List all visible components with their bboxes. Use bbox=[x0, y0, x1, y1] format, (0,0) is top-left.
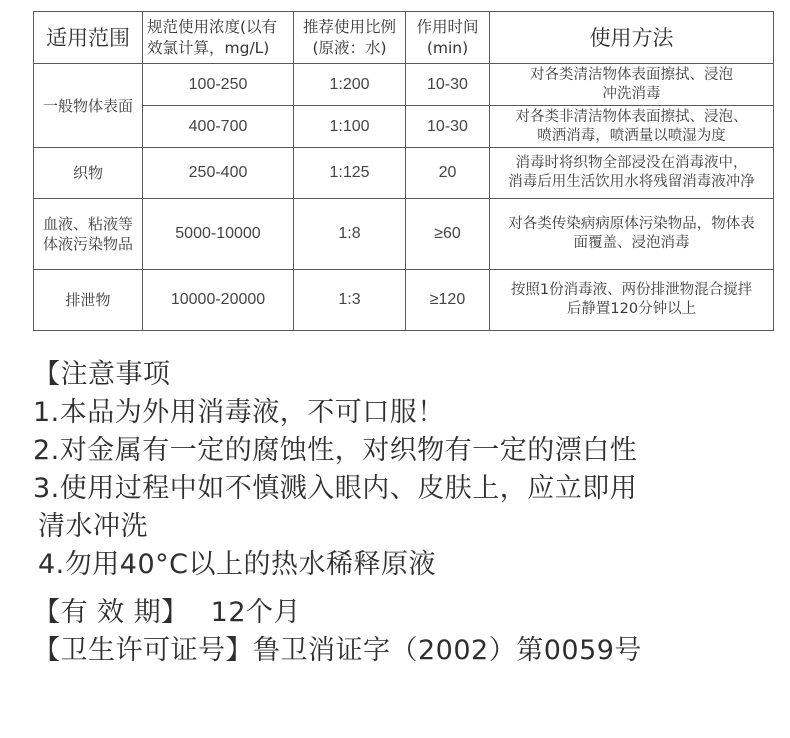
row-scope-line-1: 血液、粘液等 bbox=[42, 215, 133, 233]
row-method-line-2: 消毒后用生活饮用水将残留消毒液冲净 bbox=[508, 174, 755, 190]
row-time: 10-30 bbox=[406, 106, 490, 148]
row-method-line-2: 面覆盖、浸泡消毒 bbox=[573, 235, 690, 251]
row-ratio: 1:200 bbox=[294, 64, 406, 106]
row-method-line-1: 消毒时将织物全部浸没在消毒液中， bbox=[515, 155, 748, 171]
row-concentration: 10000-20000 bbox=[143, 270, 294, 331]
section-gap bbox=[33, 584, 773, 594]
row-time: ≥60 bbox=[406, 199, 490, 270]
row-time: 20 bbox=[406, 148, 490, 199]
header-ratio-line-2: (原液：水) bbox=[312, 38, 387, 57]
row-method-line-2: 后静置120分钟以上 bbox=[566, 301, 697, 317]
header-time-line-2: (min) bbox=[426, 38, 469, 57]
table-row bbox=[34, 148, 774, 199]
row-method-line-1: 对各类传染病病原体污染物品，物体表 bbox=[508, 216, 755, 232]
row-method bbox=[490, 64, 774, 106]
row-method-line-1: 对各类清洁物体表面擦拭、浸泡 bbox=[530, 66, 733, 83]
header-time bbox=[406, 12, 490, 64]
header-concentration-line-2: 效氯计算，mg/L) bbox=[147, 38, 270, 57]
row-scope-general-surface: 一般物体表面 bbox=[34, 64, 143, 148]
note-item-3: 3.使用过程中如不慎溅入眼内、皮肤上，应立即用 bbox=[33, 473, 638, 504]
row-time: ≥120 bbox=[406, 270, 490, 331]
validity-line bbox=[33, 594, 773, 632]
row-concentration: 100-250 bbox=[143, 64, 294, 106]
row-ratio: 1:100 bbox=[294, 106, 406, 148]
row-method bbox=[490, 106, 774, 148]
header-ratio-line-1: 推荐使用比例 bbox=[302, 17, 396, 36]
row-method-line-2: 冲洗消毒 bbox=[602, 85, 661, 102]
header-method: 使用方法 bbox=[490, 12, 774, 64]
header-ratio bbox=[294, 12, 406, 64]
note-item-3-continued: 清水冲洗 bbox=[38, 511, 148, 542]
table-row bbox=[34, 64, 774, 106]
row-method bbox=[490, 199, 774, 270]
row-scope-line-2: 体液污染物品 bbox=[42, 235, 133, 253]
row-concentration: 5000-10000 bbox=[143, 199, 294, 270]
row-concentration: 250-400 bbox=[143, 148, 294, 199]
validity-value: 12个月 bbox=[210, 597, 302, 628]
usage-table bbox=[33, 11, 774, 331]
row-scope: 排泄物 bbox=[34, 270, 143, 331]
notes-section bbox=[33, 356, 773, 670]
notes-heading: 【注意事项 bbox=[33, 359, 171, 390]
validity-label: 【有 效 期】 bbox=[33, 597, 189, 628]
row-ratio: 1:3 bbox=[294, 270, 406, 331]
note-item-4: 4.勿用40°C以上的热水稀释原液 bbox=[38, 549, 436, 580]
table-row bbox=[34, 199, 774, 270]
table-row bbox=[34, 106, 774, 148]
row-method-line-1: 按照1份消毒液、两份排泄物混合搅拌 bbox=[510, 282, 753, 298]
row-method-line-2: 喷洒消毒，喷洒量以喷湿为度 bbox=[537, 127, 726, 144]
table-header-row bbox=[34, 12, 774, 64]
license-line: 【卫生许可证号】鲁卫消证字（2002）第0059号 bbox=[33, 635, 642, 666]
row-method bbox=[490, 270, 774, 331]
row-concentration: 400-700 bbox=[143, 106, 294, 148]
header-time-line-1: 作用时间 bbox=[416, 17, 479, 36]
table-row bbox=[34, 270, 774, 331]
row-method bbox=[490, 148, 774, 199]
row-scope: 织物 bbox=[34, 148, 143, 199]
row-ratio: 1:8 bbox=[294, 199, 406, 270]
header-scope: 适用范围 bbox=[34, 12, 143, 64]
header-concentration-line-1: 规范使用浓度(以有 bbox=[147, 17, 278, 36]
row-scope bbox=[34, 199, 143, 270]
row-method-line-1: 对各类非清洁物体表面擦拭、浸泡、 bbox=[515, 108, 748, 125]
row-time: 10-30 bbox=[406, 64, 490, 106]
note-item-2: 2.对金属有一定的腐蚀性，对织物有一定的漂白性 bbox=[33, 435, 638, 466]
row-ratio: 1:125 bbox=[294, 148, 406, 199]
note-item-1: 1.本品为外用消毒液，不可口服！ bbox=[33, 397, 445, 428]
header-concentration bbox=[143, 12, 294, 64]
